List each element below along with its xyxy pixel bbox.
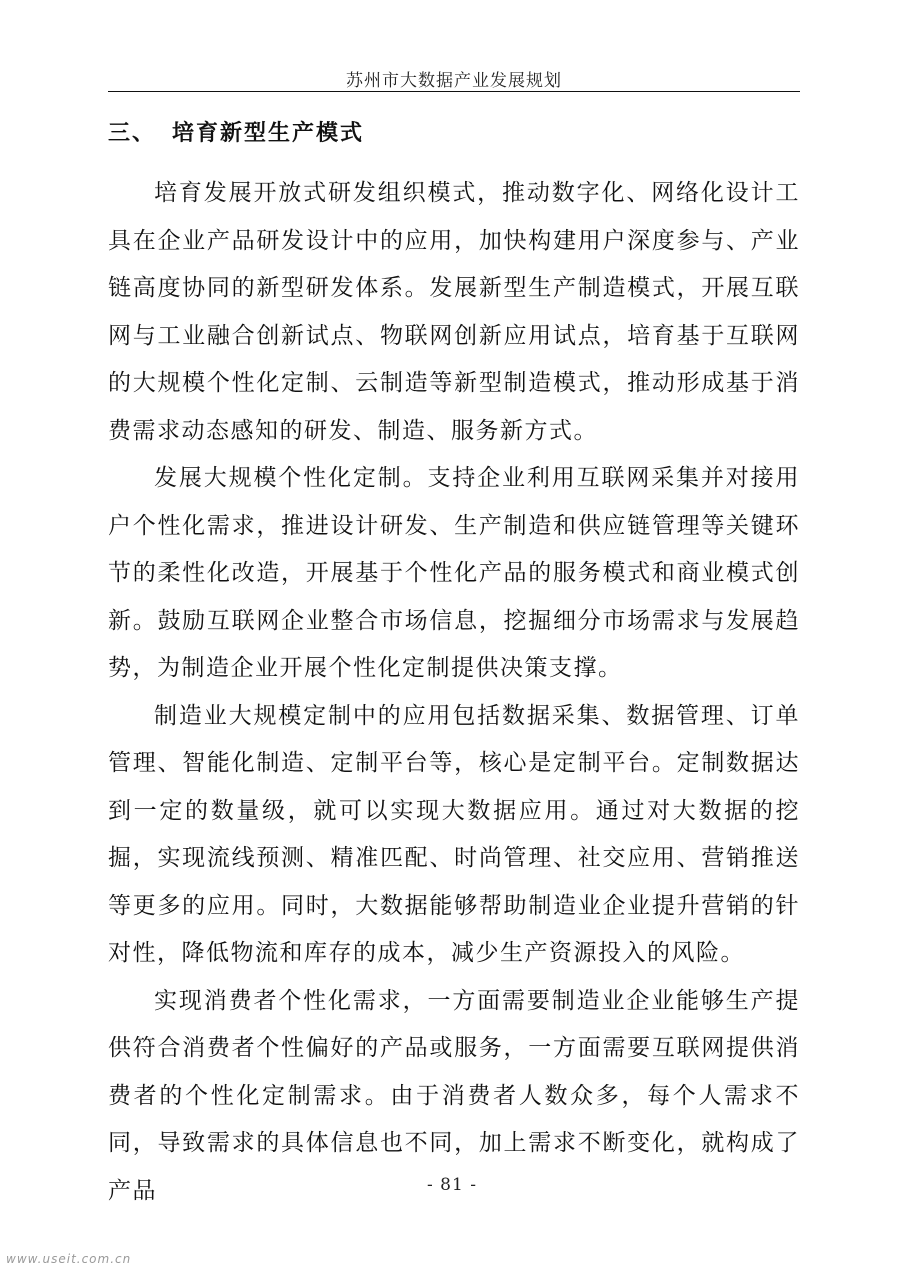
section-number: 三、 xyxy=(108,121,157,146)
page-header-title: 苏州市大数据产业发展规划 xyxy=(346,71,562,91)
body-text xyxy=(108,170,800,1215)
section-title-text: 培育新型生产模式 xyxy=(172,121,365,146)
paragraph-3: 制造业大规模定制中的应用包括数据采集、数据管理、订单管理、智能化制造、定制平台等，核心是定制平台。定制数据达到一定的数量级，就可以实现大数据应用。通过对大数据的挖掘，实现流线预测、精准匹配、时尚管理、社交应用、营销推送等更多的应用。同时，大数据能够帮助制造业企业提升营销的针对性，降低物流和库存的成本，减少生产资源投入的风险。 xyxy=(108,702,800,966)
page-number: - 81 - xyxy=(427,1175,477,1195)
watermark-text: www.useit.com.cn xyxy=(6,1252,132,1266)
paragraph-4: 实现消费者个性化需求，一方面需要制造业企业能够生产提供符合消费者个性偏好的产品或服务，一方面需要互联网提供消费者的个性化定制需求。由于消费者人数众多，每个人需求不同，导致需求的具体信息也不同，加上需求不断变化，就构成了产品 xyxy=(108,987,800,1204)
paragraph-1: 培育发展开放式研发组织模式，推动数字化、网络化设计工具在企业产品研发设计中的应用，加快构建用户深度参与、产业链高度协同的新型研发体系。发展新型生产制造模式，开展互联网与工业融合创新试点、物联网创新应用试点，培育基于互联网的大规模个性化定制、云制造等新型制造模式，推动形成基于消费需求动态感知的研发、制造、服务新方式。 xyxy=(108,180,800,444)
section-heading xyxy=(108,116,364,147)
header-divider xyxy=(108,91,800,92)
paragraph-2: 发展大规模个性化定制。支持企业利用互联网采集并对接用户个性化需求，推进设计研发、生产制造和供应链管理等关键环节的柔性化改造，开展基于个性化产品的服务模式和商业模式创新。鼓励互联网企业整合市场信息，挖掘细分市场需求与发展趋势，为制造企业开展个性化定制提供决策支撑。 xyxy=(108,465,800,681)
